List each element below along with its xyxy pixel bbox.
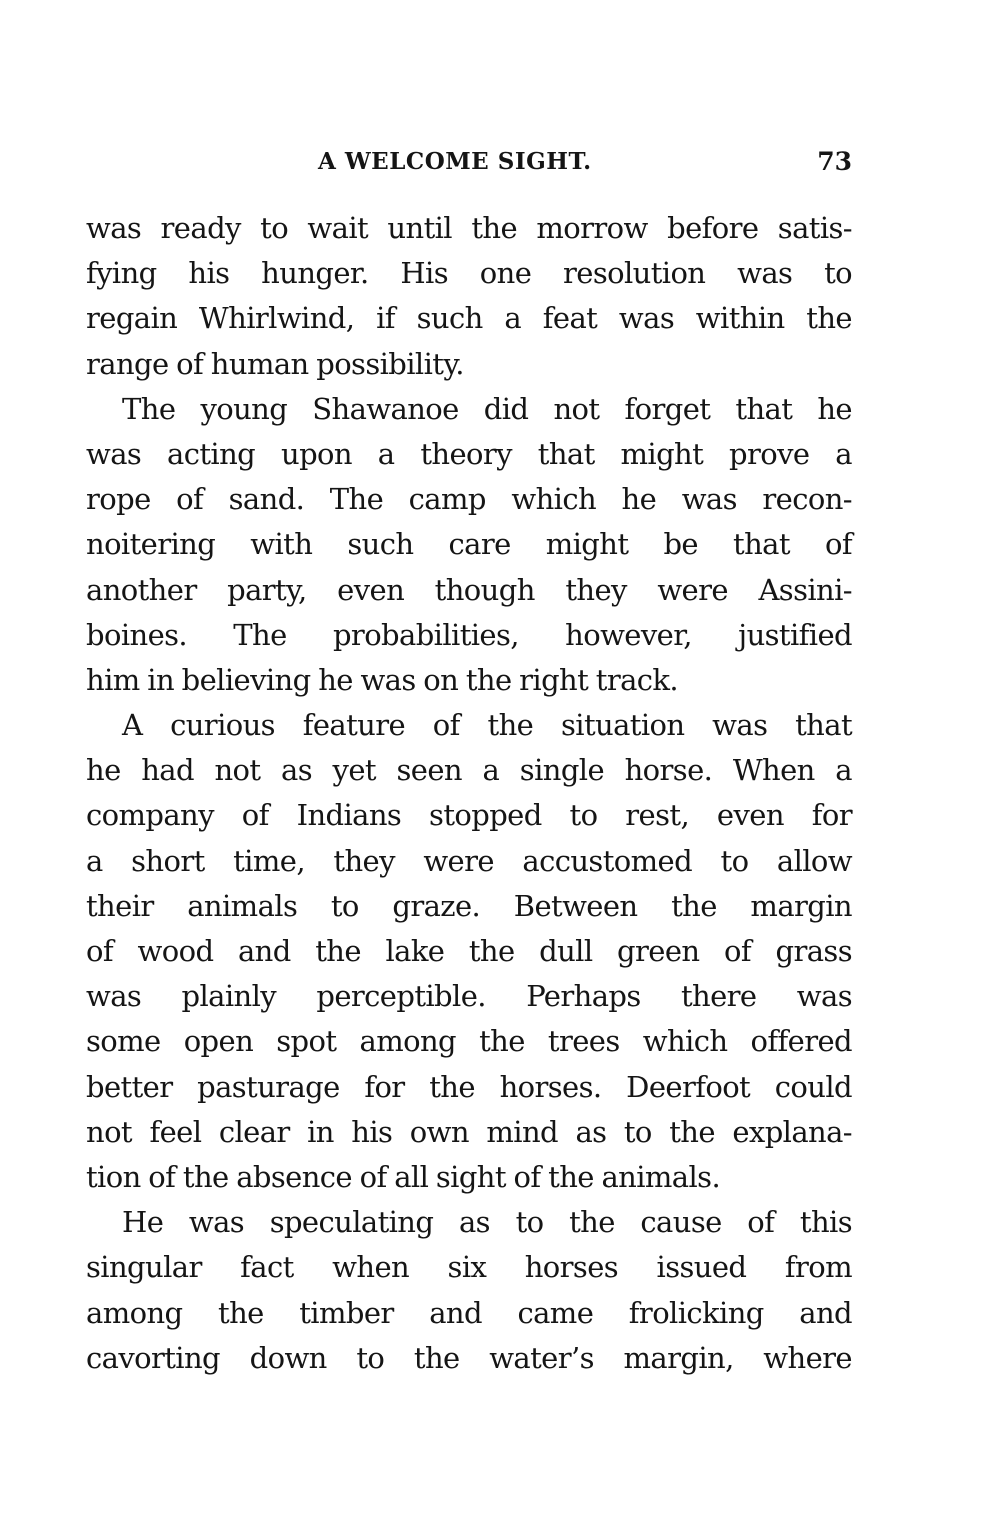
text-line: him in believing he was on the right track. <box>86 662 679 697</box>
body-text <box>86 206 852 1381</box>
paragraph-3 <box>86 703 852 1200</box>
text-line: He was speculating as to the cause of this <box>122 1205 852 1240</box>
text-line: of wood and the lake the dull green of grass <box>86 934 852 968</box>
text-line: was ready to wait until the morrow before satis- <box>86 211 852 245</box>
text-line: company of Indians stopped to rest, even for <box>86 798 852 833</box>
text-line: was plainly perceptible. Perhaps there was <box>86 979 852 1014</box>
page-number: 73 <box>817 147 852 176</box>
text-line: not feel clear in his own mind as to the explana- <box>86 1114 852 1149</box>
paragraph-2 <box>86 387 852 703</box>
text-line: tion of the absence of all sight of the animals. <box>86 1159 721 1194</box>
text-line: was acting upon a theory that might prove a <box>86 436 852 471</box>
text-line: rope of sand. The camp which he was recon- <box>86 482 852 517</box>
text-line: boines. The probabilities, however, justified <box>86 617 852 652</box>
text-line: better pasturage for the horses. Deerfoot could <box>86 1069 852 1104</box>
text-line: regain Whirlwind, if such a feat was within the <box>86 301 852 336</box>
text-line: he had not as yet seen a single horse. When a <box>86 753 852 788</box>
running-head <box>86 142 852 182</box>
text-line: a short time, they were accustomed to allow <box>86 843 852 878</box>
running-title: A WELCOME SIGHT. <box>318 148 592 175</box>
text-line: some open spot among the trees which offered <box>86 1024 852 1059</box>
text-line: their animals to graze. Between the margin <box>86 888 852 923</box>
text-line: among the timber and came frolicking and <box>86 1295 852 1330</box>
paragraph-1 <box>86 206 852 387</box>
text-line: The young Shawanoe did not forget that he <box>122 391 852 426</box>
text-line: noitering with such care might be that of <box>86 527 852 562</box>
text-line: A curious feature of the situation was that <box>122 708 852 743</box>
text-line: range of human possibility. <box>86 346 464 381</box>
text-line: another party, even though they were Assini- <box>86 572 852 607</box>
text-line: singular fact when six horses issued from <box>86 1250 852 1285</box>
text-line: fying his hunger. His one resolution was to <box>86 256 852 291</box>
text-line: cavorting down to the water’s margin, where <box>86 1340 852 1375</box>
paragraph-4 <box>86 1200 852 1381</box>
